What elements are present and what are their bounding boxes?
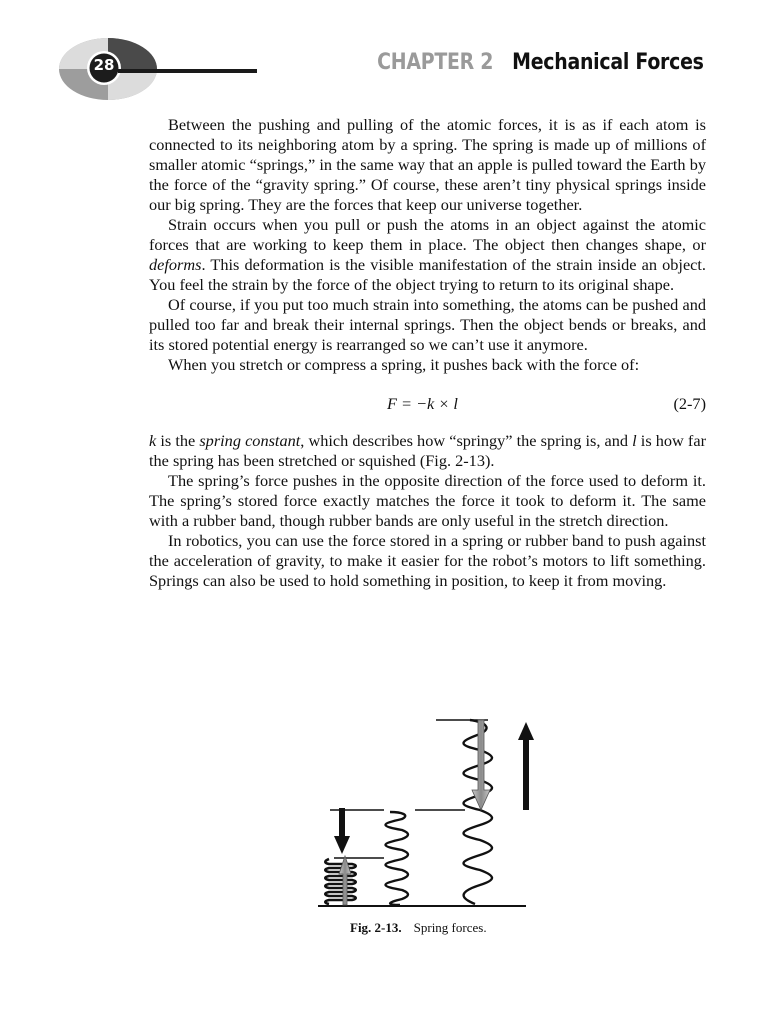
equation-formula: F = −k × l [387,394,458,413]
running-head [377,50,704,75]
paragraph-6: The spring’s force pushes in the opposite direction of the force used to deform it. The spring’s stored force exactly matches the force it took to deform it. The same with a rubber band, though rubber bands are only useful in the stretch direction. [149,471,706,530]
paragraph-1: Between the pushing and pulling of the atomic forces, it is as if each atom is connected to its neighboring atom by a spring. The spring is made up of millions of smaller atomic “springs,” in the same way that an apple is pulled toward the Earth by the force of the “gravity spring.” Of course, these aren’t tiny physical springs inside our big spring. They are the forces that keep our universe together. [149,115,706,214]
paragraph-3: Of course, if you put too much strain into something, the atoms can be pushed and pulled too far and break their internal springs. Then the object bends or breaks, and its stored potential energy is rearranged so we can’t use it anymore. [149,295,706,354]
paragraph-7: In robotics, you can use the force stored in a spring or rubber band to push against the acceleration of gravity, to make it easier for the robot’s motors to lift something. Springs can also be used to hold something in position, to keep it from moving. [149,531,706,590]
header-rule [118,69,257,73]
paragraph-2: Strain occurs when you pull or push the atoms in an object against the atomic forces that are working to keep them in place. The object then changes shape, or deforms. This deformation is the visible manifestation of the strain inside an object. You feel the strain by the force of the object trying to return to its original shape. [149,215,706,294]
equation-2-7 [149,394,706,414]
paragraph-5: k is the spring constant, which describes how “springy” the spring is, and l is how far the spring has been stretched or squished (Fig. 2-13). [149,431,706,470]
term-spring-constant: spring constant [199,431,301,450]
compression-force-arrow [334,808,350,854]
page-number: 28 [93,56,115,74]
stretch-force-arrow-down [472,720,490,810]
figure-caption-text: Spring forces. [413,920,487,935]
restoring-force-arrow [518,722,534,810]
compressed-spring [325,859,356,904]
equation-number: (2-7) [673,394,706,413]
relaxed-spring [386,812,409,905]
body-text [149,115,706,591]
paragraph-4: When you stretch or compress a spring, it pushes back with the force of: [168,355,640,374]
figure-caption [350,920,487,936]
term-deforms: deforms [149,255,202,274]
spring-forces-figure [310,712,540,912]
page-header [0,0,762,110]
figure-number: Fig. 2-13. [350,920,402,935]
chapter-label: CHAPTER 2 [377,50,494,75]
chapter-name: Mechanical Forces [512,50,704,75]
